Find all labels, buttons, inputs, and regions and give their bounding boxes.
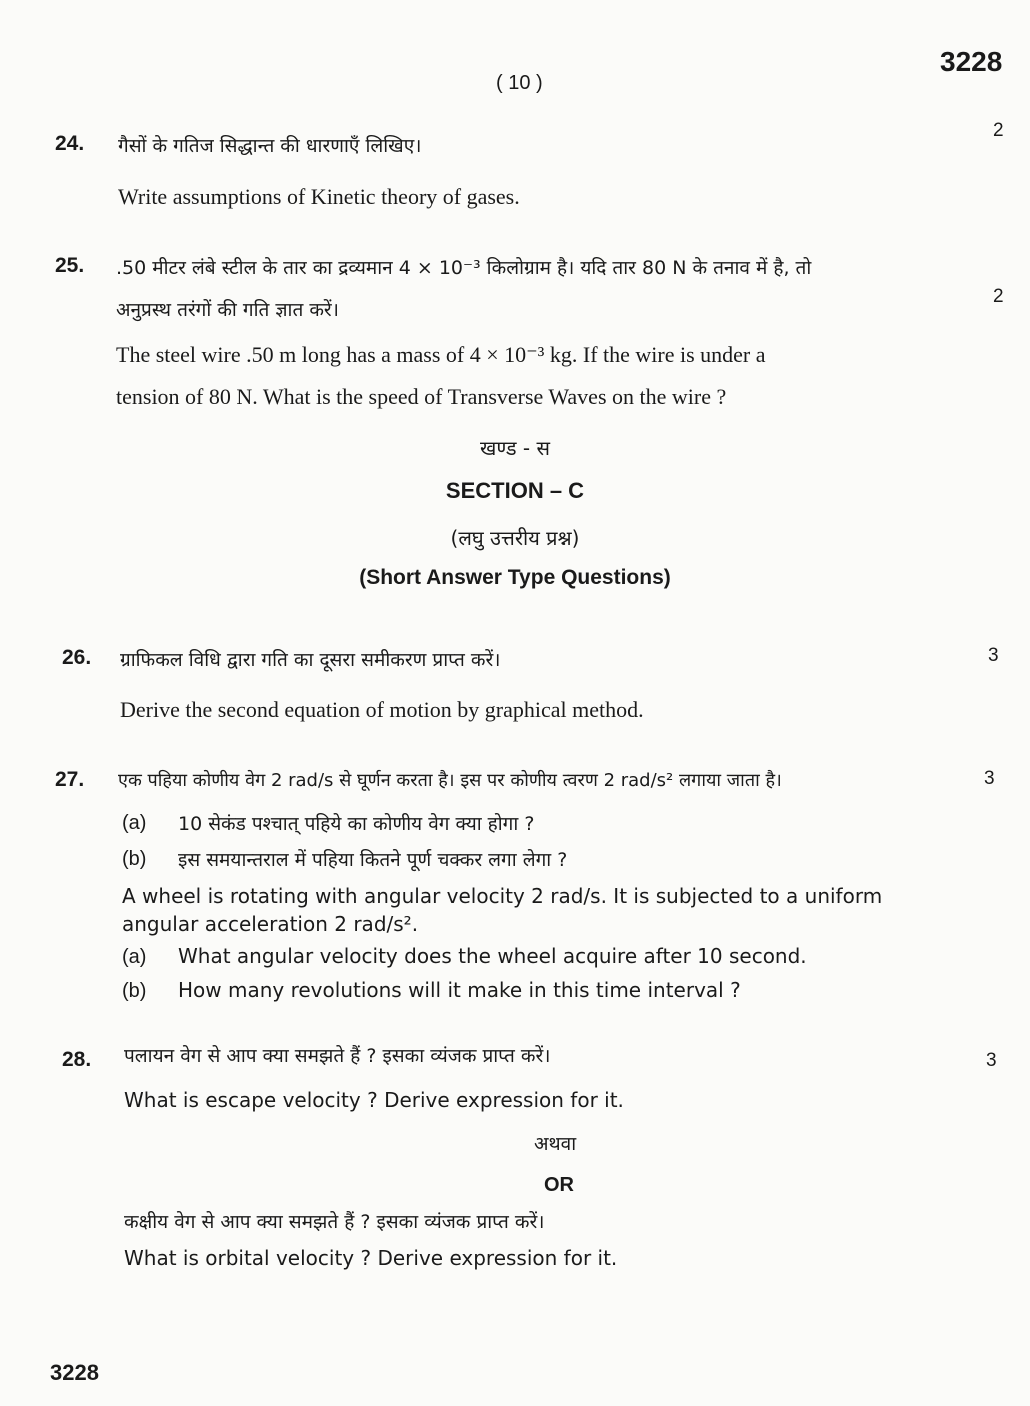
subpart-label-b: (b) bbox=[122, 848, 147, 870]
marks: 2 bbox=[993, 120, 1004, 141]
subpart-label-a: (a) bbox=[122, 946, 147, 968]
question-number: 28. bbox=[62, 1048, 92, 1071]
section-title-hindi: खण्ड - स bbox=[479, 436, 550, 460]
paper-code-header: 3228 bbox=[940, 46, 1003, 77]
subpart-text-hindi-a: 10 सेकंड पश्चात् पहिये का कोणीय वेग क्या होगा ? bbox=[178, 813, 535, 835]
subpart-label-a: (a) bbox=[122, 812, 147, 834]
question-text-english-line2: angular acceleration 2 rad/s². bbox=[122, 912, 419, 936]
question-text-hindi: गैसों के गतिज सिद्धान्त की धारणाएँ लिखिए। bbox=[118, 135, 422, 157]
question-text-hindi: ग्राफिकल विधि द्वारा गति का दूसरा समीकरण प्राप्त करें। bbox=[120, 649, 501, 671]
question-text-english-line1: The steel wire .50 m long has a mass of 4 × 10⁻³ kg. If the wire is under a bbox=[116, 342, 766, 367]
marks: 2 bbox=[993, 286, 1004, 307]
or-english: OR bbox=[544, 1174, 574, 1196]
question-text-hindi-line2: अनुप्रस्थ तरंगों की गति ज्ञात करें। bbox=[116, 299, 339, 321]
subpart-text-english-b: How many revolutions will it make in this time interval ? bbox=[178, 978, 741, 1002]
marks: 3 bbox=[988, 645, 999, 666]
question-number: 27. bbox=[55, 768, 85, 791]
subpart-text-hindi-b: इस समयान्तराल में पहिया कितने पूर्ण चक्कर लगा लेगा ? bbox=[178, 849, 568, 871]
question-number: 24. bbox=[55, 132, 85, 155]
question-number: 25. bbox=[55, 254, 85, 277]
subpart-text-english-a: What angular velocity does the wheel acquire after 10 second. bbox=[178, 944, 807, 968]
section-subtitle-hindi: (लघु उत्तरीय प्रश्न) bbox=[450, 526, 580, 550]
marks: 3 bbox=[986, 1050, 997, 1071]
question-text-english: Write assumptions of Kinetic theory of gases. bbox=[118, 184, 520, 209]
alternative-text-hindi: कक्षीय वेग से आप क्या समझते हैं ? इसका व्यंजक प्राप्त करें। bbox=[124, 1211, 545, 1233]
page-number: ( 10 ) bbox=[496, 72, 543, 94]
section-title-english: SECTION – C bbox=[445, 478, 585, 503]
question-text-english-line1: A wheel is rotating with angular velocity 2 rad/s. It is subjected to a uniform bbox=[122, 884, 883, 908]
alternative-text-english: What is orbital velocity ? Derive expression for it. bbox=[124, 1246, 618, 1270]
question-text-hindi: पलायन वेग से आप क्या समझते हैं ? इसका व्यंजक प्राप्त करें। bbox=[124, 1045, 551, 1067]
marks: 3 bbox=[984, 768, 995, 789]
subpart-label-b: (b) bbox=[122, 980, 147, 1002]
question-text-hindi: एक पहिया कोणीय वेग 2 rad/s से घूर्णन करता है। इस पर कोणीय त्वरण 2 rad/s² लगाया जाता है। bbox=[118, 770, 782, 791]
question-number: 26. bbox=[62, 646, 92, 669]
section-subtitle-english: (Short Answer Type Questions) bbox=[359, 566, 671, 589]
paper-code-footer: 3228 bbox=[50, 1360, 99, 1385]
question-text-english: Derive the second equation of motion by graphical method. bbox=[120, 697, 644, 722]
question-text-hindi-line1: .50 मीटर लंबे स्टील के तार का द्रव्यमान 4 × 10⁻³ किलोग्राम है। यदि तार 80 N के तनाव में है, तो bbox=[116, 257, 812, 279]
question-text-english: What is escape velocity ? Derive expression for it. bbox=[124, 1088, 624, 1112]
or-hindi: अथवा bbox=[534, 1133, 577, 1155]
question-text-english-line2: tension of 80 N. What is the speed of Transverse Waves on the wire ? bbox=[116, 384, 727, 409]
